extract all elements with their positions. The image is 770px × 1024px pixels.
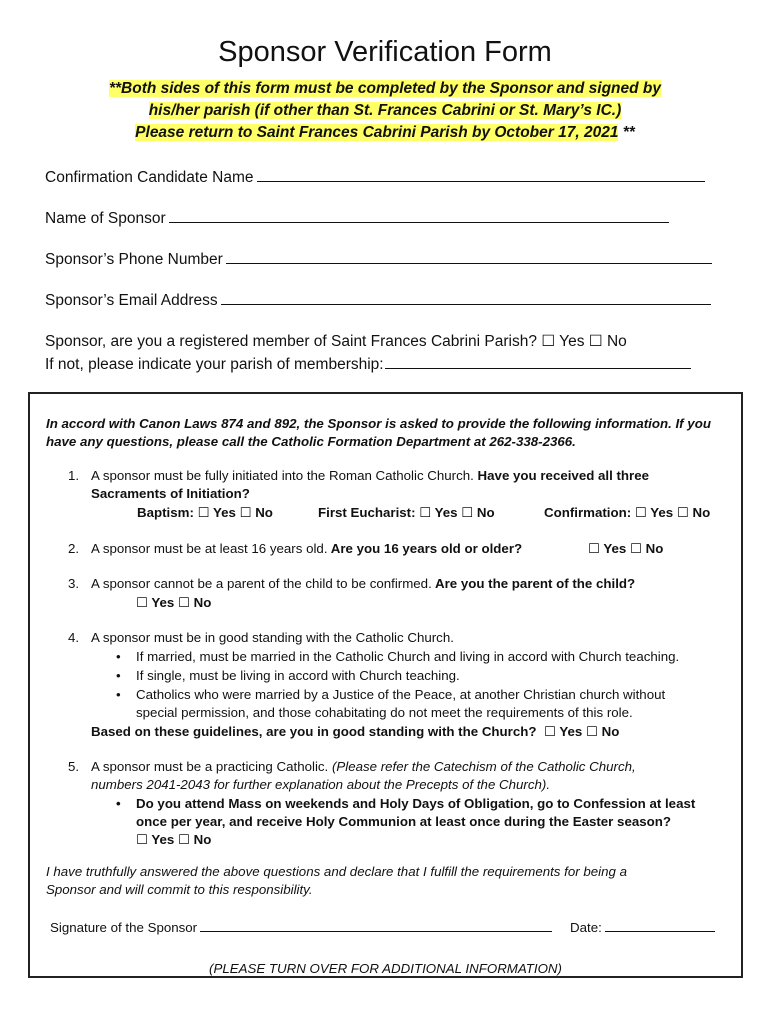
q4-number: 4. <box>68 630 80 645</box>
sponsor-email-field <box>45 289 711 311</box>
q1-number: 1. <box>68 468 80 483</box>
q5-note: (Please refer the Catechism of the Catholic Church, <box>328 759 636 774</box>
q3-text: A sponsor cannot be a parent of the child to be confirmed. <box>91 576 432 591</box>
q5-bullet-mass: • Do you attend Mass on weekends and Holy Days of Obligation, go to Confession at least <box>136 795 695 813</box>
q4-bullet-justice: • Catholics who were married by a Justice of the Peace, at another Christian church without <box>136 686 665 704</box>
parish-membership-line[interactable] <box>385 353 691 369</box>
q1-baptism-options[interactable]: Baptism: ☐ Yes ☐ No <box>137 505 273 520</box>
parish-membership-field <box>45 353 691 375</box>
q3-line <box>91 575 635 593</box>
form-title: Sponsor Verification Form <box>218 36 552 68</box>
sponsor-name-label: Name of Sponsor <box>45 210 166 227</box>
date-label: Date: <box>570 920 602 935</box>
q4-bullet-justice-2: special permission, and those cohabitating do not meet the requirements of this role. <box>136 705 633 720</box>
sponsor-phone-field <box>45 248 712 270</box>
notice-line-2: his/her parish (if other than St. Frances Cabrini or St. Mary’s IC.) <box>148 102 622 119</box>
sponsor-name-line[interactable] <box>169 207 669 223</box>
q1-confirmation-options[interactable]: Confirmation: ☐ Yes ☐ No <box>544 505 711 520</box>
q4-options[interactable]: ☐ Yes ☐ No <box>544 724 620 739</box>
declaration-line-2: Sponsor and will commit to this responsibility. <box>46 882 313 897</box>
q4-bullet-married: • If married, must be married in the Catholic Church and living in accord with Church teaching. <box>136 648 679 666</box>
q5-number: 5. <box>68 759 80 774</box>
candidate-name-label: Confirmation Candidate Name <box>45 169 254 186</box>
registered-member-question[interactable]: Sponsor, are you a registered member of Saint Frances Cabrini Parish? ☐ Yes ☐ No <box>45 333 627 350</box>
notice-line-1: **Both sides of this form must be completed by the Sponsor and signed by <box>108 80 662 97</box>
parish-membership-label: If not, please indicate your parish of membership: <box>45 356 384 373</box>
sponsor-phone-label: Sponsor’s Phone Number <box>45 251 223 268</box>
q5-note-2: numbers 2041-2043 for further explanation about the Precepts of the Church). <box>91 777 551 792</box>
candidate-name-line[interactable] <box>257 166 705 182</box>
sponsor-name-field <box>45 207 669 229</box>
q1-line <box>91 467 649 485</box>
q1-eucharist-options[interactable]: First Eucharist: ☐ Yes ☐ No <box>318 505 495 520</box>
signature-line[interactable] <box>200 919 552 932</box>
notice-line-3-tail: ** <box>618 124 635 141</box>
sponsor-email-line[interactable] <box>221 289 711 305</box>
declaration-line-1: I have truthfully answered the above questions and declare that I fulfill the requirements for being a <box>46 864 627 879</box>
q4-bullet-single: • If single, must be living in accord with Church teaching. <box>136 667 460 685</box>
q4-text: A sponsor must be in good standing with the Catholic Church. <box>91 630 454 645</box>
intro-line-1: In accord with Canon Laws 874 and 892, the Sponsor is asked to provide the following information. If you <box>46 416 711 431</box>
sponsor-email-label: Sponsor’s Email Address <box>45 292 218 309</box>
q2-number: 2. <box>68 541 80 556</box>
q5-options[interactable]: ☐ Yes ☐ No <box>136 832 212 847</box>
q2-ask: Are you 16 years old or older? <box>327 541 523 556</box>
q5-line <box>91 758 636 776</box>
q5-text: A sponsor must be a practicing Catholic. <box>91 759 329 774</box>
q2-text: A sponsor must be at least 16 years old. <box>91 541 328 556</box>
signature-label: Signature of the Sponsor <box>50 920 198 935</box>
notice-line-3: Please return to Saint Frances Cabrini Parish by October 17, 2021 <box>135 124 619 141</box>
q3-options[interactable]: ☐ Yes ☐ No <box>136 595 212 610</box>
q4-ask: Based on these guidelines, are you in good standing with the Church? <box>91 724 537 739</box>
q3-ask: Are you the parent of the child? <box>431 576 636 591</box>
intro-line-2: have any questions, please call the Catholic Formation Department at 262-338-2366. <box>46 434 576 449</box>
instructions-notice <box>60 78 710 144</box>
sponsor-phone-line[interactable] <box>226 248 712 264</box>
q2-options[interactable]: ☐ Yes ☐ No <box>588 541 664 556</box>
date-line[interactable] <box>605 919 715 932</box>
signature-field <box>50 919 552 937</box>
turn-over-footer: (PLEASE TURN OVER FOR ADDITIONAL INFORMATION) <box>209 961 562 976</box>
date-field <box>570 919 715 937</box>
q2-line <box>91 540 522 558</box>
q1-text: A sponsor must be fully initiated into the Roman Catholic Church. <box>91 468 474 483</box>
q3-number: 3. <box>68 576 80 591</box>
q1-ask: Have you received all three <box>473 468 650 483</box>
candidate-name-field <box>45 166 705 188</box>
q1-ask-2: Sacraments of Initiation? <box>91 486 250 501</box>
canon-law-section <box>28 392 743 978</box>
q5-bullet-mass-2: once per year, and receive Holy Communion at least once during the Easter season? <box>136 814 671 829</box>
